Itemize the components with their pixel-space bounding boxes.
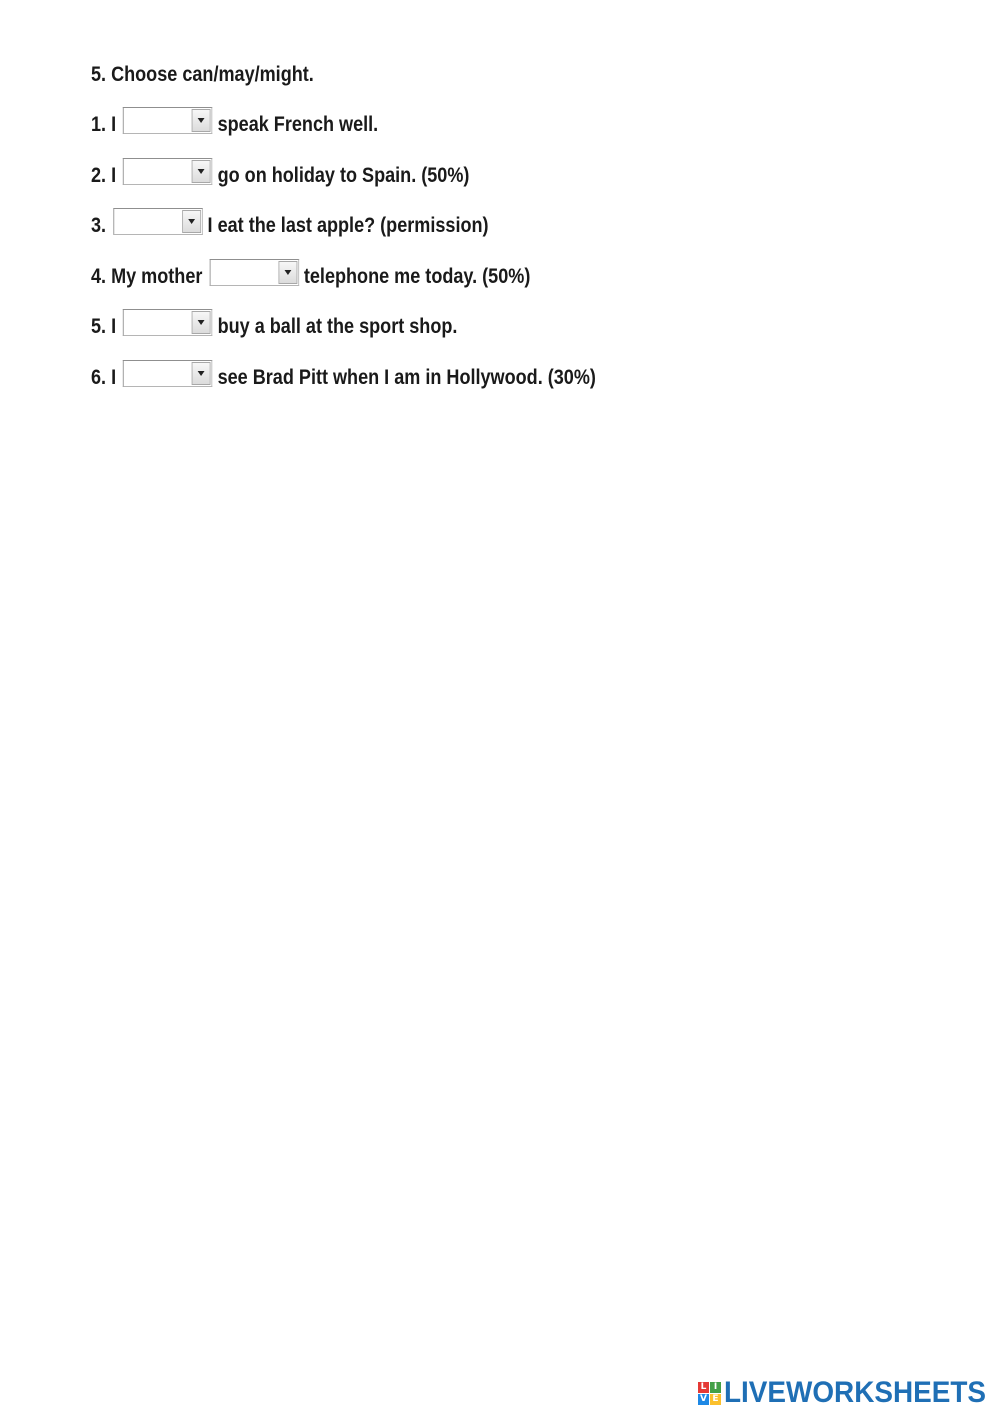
answer-dropdown-3[interactable]: [113, 208, 202, 235]
answer-dropdown-1[interactable]: [123, 107, 212, 134]
question-5: [91, 312, 457, 342]
chevron-down-icon[interactable]: [278, 261, 297, 284]
question-1-suffix: speak French well.: [217, 113, 379, 136]
logo-mark-letter-e: E: [710, 1394, 721, 1405]
chevron-down-icon[interactable]: [192, 109, 211, 132]
question-2-prefix: 2. I: [91, 164, 117, 187]
question-6-prefix: 6. I: [91, 366, 117, 389]
question-2: [91, 161, 469, 191]
question-1-prefix: 1. I: [91, 113, 117, 136]
logo-mark-icon: [698, 1382, 721, 1405]
question-4-suffix: telephone me today. (50%): [303, 265, 531, 288]
question-2-suffix: go on holiday to Spain. (50%): [217, 164, 470, 187]
question-6-suffix: see Brad Pitt when I am in Hollywood. (30%): [217, 366, 596, 389]
question-6: [91, 363, 596, 393]
question-3: [91, 211, 489, 241]
question-1: [91, 110, 378, 140]
answer-dropdown-5[interactable]: [123, 309, 212, 336]
answer-dropdown-2[interactable]: [123, 158, 212, 185]
question-4-prefix: 4. My mother: [91, 265, 203, 288]
chevron-down-icon[interactable]: [182, 210, 201, 233]
logo-mark-letter-i: I: [710, 1382, 721, 1393]
question-3-suffix: I eat the last apple? (permission): [207, 214, 489, 237]
question-5-suffix: buy a ball at the sport shop.: [217, 315, 458, 338]
exercise-title: [91, 60, 314, 90]
logo-mark-letter-l: L: [698, 1382, 709, 1393]
chevron-down-icon[interactable]: [192, 160, 211, 183]
logo-text: LIVEWORKSHEETS: [724, 1376, 986, 1409]
answer-dropdown-4[interactable]: [209, 259, 298, 286]
liveworksheets-logo: [698, 1376, 1000, 1410]
question-4: [91, 262, 530, 292]
exercise-title-text: 5. Choose can/may/might.: [91, 63, 314, 86]
chevron-down-icon[interactable]: [192, 362, 211, 385]
chevron-down-icon[interactable]: [192, 311, 211, 334]
answer-dropdown-6[interactable]: [123, 360, 212, 387]
logo-mark-letter-v: V: [698, 1394, 709, 1405]
question-3-prefix: 3.: [91, 214, 107, 237]
question-5-prefix: 5. I: [91, 315, 117, 338]
